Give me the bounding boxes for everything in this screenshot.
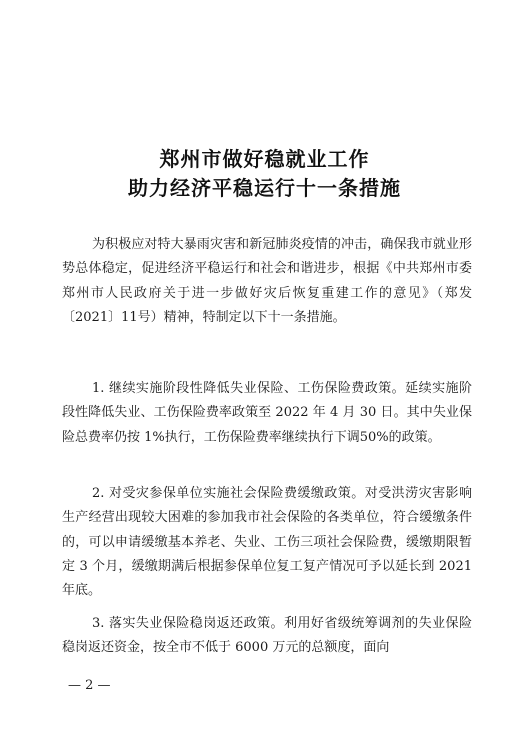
page-number: — 2 — (68, 678, 111, 693)
measure-paragraph-3: 3. 落实失业保险稳岗返还政策。利用好省级统筹调剂的失业保险稳岗返还资金，按全市不低于 6000 万元的总额度，面向 (62, 616, 472, 656)
measure-paragraph-2: 2. 对受灾参保单位实施社会保险费缓缴政策。对受洪涝灾害影响生产经营出现较大困难的参加我市社会保险的各类单位，符合缓缴条件的，可以申请缓缴基本养老、失业、工伤三项社会保险费，缓缴期限暂定 3 个月，缓缴期满后根据参保单位复工复产情况可予以延长到 2021年底。 (62, 486, 472, 599)
document-title-line2: 助力经济平稳运行十一条措施 (128, 176, 401, 200)
document-title-line1: 郑州市做好稳就业工作 (159, 147, 370, 171)
intro-paragraph: 为积极应对特大暴雨灾害和新冠肺炎疫情的冲击，确保我市就业形势总体稳定，促进经济平稳运行和社会和谐进步，根据《中共郑州市委 郑州市人民政府关于进一步做好灾后恢复重建工作的意见》（郑发〔2021〕11号）精神，特制定以下十一条措施。 (62, 237, 472, 325)
measure-paragraph-1: 1. 继续实施阶段性降低失业保险、工伤保险费政策。延续实施阶段性降低失业、工伤保险费率政策至 2022 年 4 月 30 日。其中失业保险总费率仍按 1%执行，工伤保险费率继续执行下调50%的政策。 (62, 381, 472, 445)
